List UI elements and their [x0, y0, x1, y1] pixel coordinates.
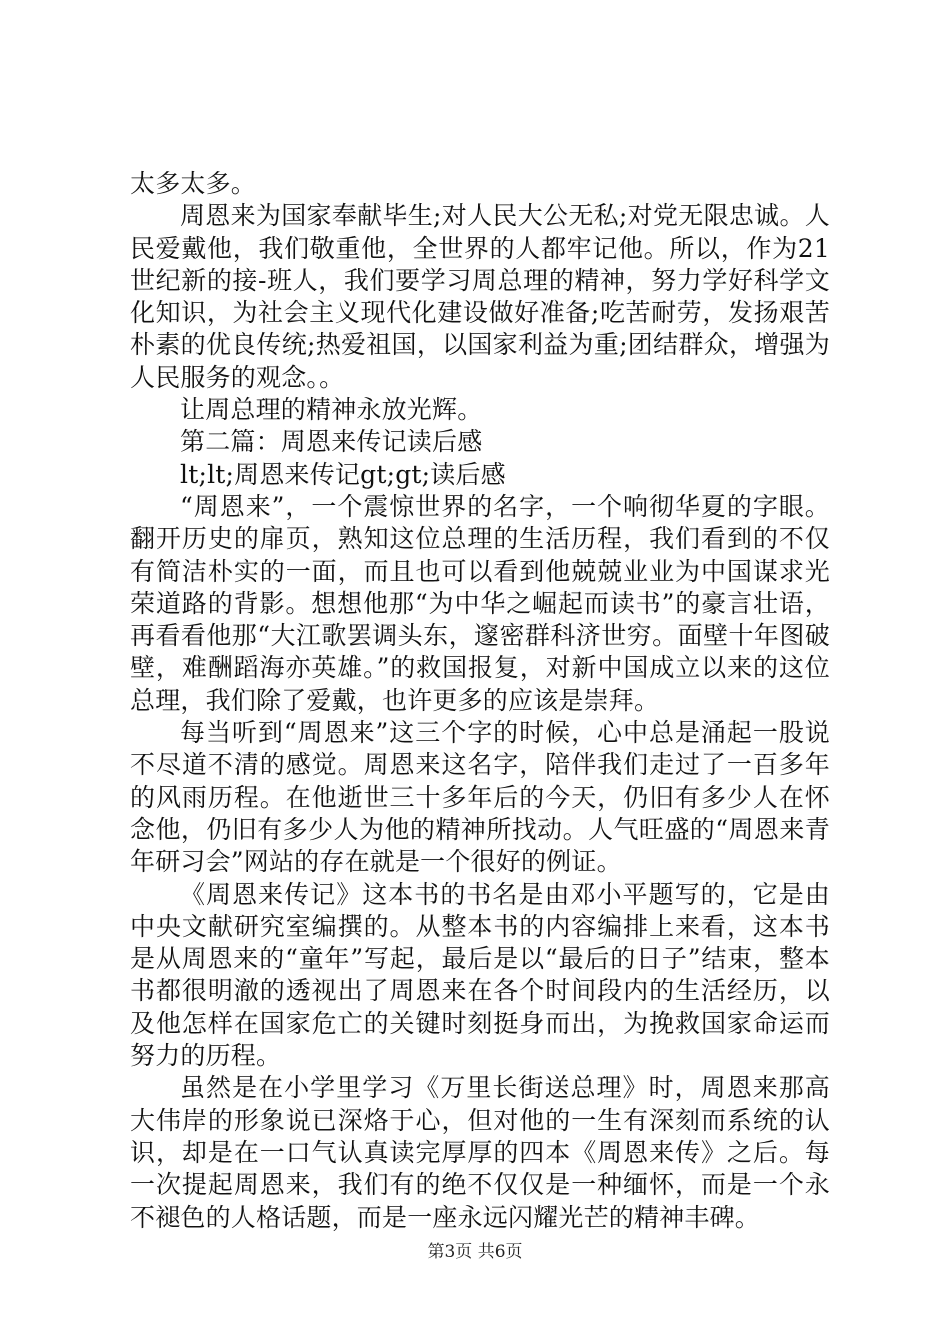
paragraph-spirit-shines: 让周总理的精神永放光辉。 — [180, 395, 483, 425]
page-number-footer: 第3页 共6页 — [427, 1242, 523, 1262]
paragraph-reflection: 虽然是在小学里学习《万里长街送总理》时，周恩来那高大伟岸的形象说已深烙于心，但对他的一生有深刻而系统的认识，却是在一口气认真读完厚厚的四本《周恩来传》之后。每一次提起周恩来，我们有的绝不仅仅是一种缅怀，而是一个永不褪色的人格话题，而是一座永远闪耀光芒的精神丰碑。 — [130, 1073, 830, 1232]
section-heading-part-two: 第二篇：周恩来传记读后感 — [180, 427, 483, 457]
subtitle-book-review: lt;lt;周恩来传记gt;gt;读后感 — [180, 459, 506, 489]
paragraph-book-intro: 《周恩来传记》这本书的书名是由邓小平题写的，它是由中央文献研究室编撰的。从整本书的内容编排上来看，这本书是从周恩来的“童年”写起，最后是以“最后的日子”结束，整本书都很明澈的透视出了周恩来在各个时间段内的生活经历，以及他怎样在国家危亡的关键时刻挺身而出，为挽救国家命运而努力的历程。 — [130, 879, 830, 1071]
paragraph-famous-name: “周恩来”，一个震惊世界的名字，一个响彻华夏的字眼。翻开历史的扉页，熟知这位总理的生活历程，我们看到的不仅有简洁朴实的一面，而且也可以看到他兢兢业业为中国谋求光荣道路的背影。想想他那“为中华之崛起而读书”的豪言壮语，再看看他那“大江歌罢调头东，邃密群科济世穷。面壁十年图破壁，难酬蹈海亦英雄。”的救国报复，对新中国成立以来的这位总理，我们除了爱戴，也许更多的应该是崇拜。 — [130, 491, 830, 715]
paragraph-zhou-devotion: 周恩来为国家奉献毕生;对人民大公无私;对党无限忠诚。人民爱戴他，我们敬重他，全世界的人都牢记他。所以，作为21世纪新的接-班人，我们要学习周总理的精神，努力学好科学文化知识，为社会主义现代化建设做好准备;吃苦耐劳，发扬艰苦朴素的优良传统;热爱祖国，以国家利益为重;团结群众，增强为人民服务的观念。。 — [130, 201, 830, 392]
document-body — [130, 168, 830, 1234]
paragraph-continuation: 太多太多。 — [130, 169, 257, 198]
paragraph-feelings: 每当听到“周恩来”这三个字的时候，心中总是涌起一股说不尽道不清的感觉。周恩来这名字，陪伴我们走过了一百多年的风雨历程。在他逝世三十多年后的今天，仍旧有多少人在怀念他，仍旧有多少人为他的精神所找动。人气旺盛的“周恩来青年研习会”网站的存在就是一个很好的例证。 — [130, 718, 830, 877]
